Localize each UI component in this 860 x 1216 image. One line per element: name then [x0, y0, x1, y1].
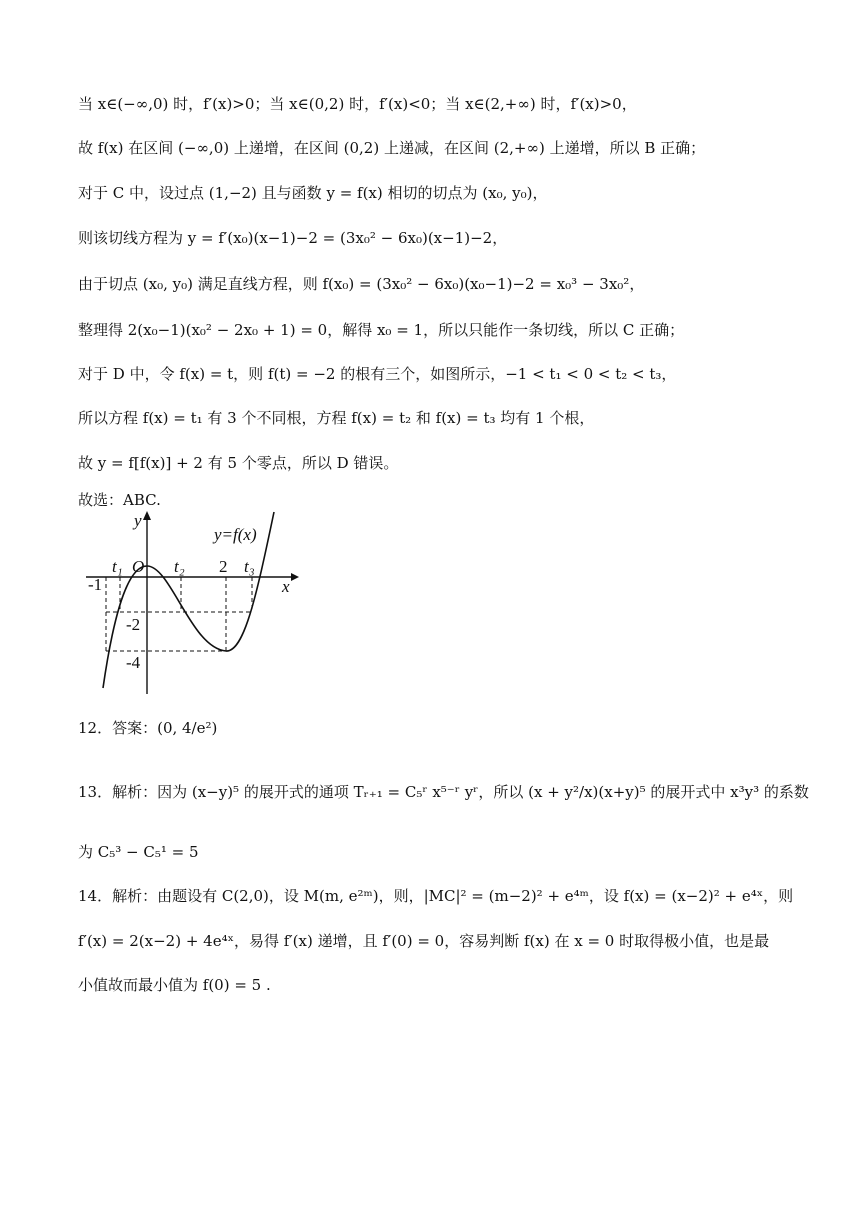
text-line-2: 故 f(x) 在区间 (−∞,0) 上递增，在区间 (0,2) 上递减，在区间 (2,+∞) 上递增，所以 B 正确；: [78, 139, 706, 157]
function-graph: [86, 508, 306, 696]
solution-13: 13．解析：因为 (x−y)⁵ 的展开式的通项 Tᵣ₊₁ = C₅ʳ x⁵⁻ʳ yʳ，所以 (x + y²/x)(x+y)⁵ 的展开式中 x³y³ 的系数: [78, 783, 809, 801]
text-line-6: 整理得 2(x₀−1)(x₀² − 2x₀ + 1) = 0，解得 x₀ = 1，所以只能作一条切线，所以 C 正确；: [78, 321, 685, 339]
origin-label: O: [132, 557, 145, 576]
curve-label: y=f(x): [214, 525, 257, 544]
y-axis-label: y: [134, 511, 142, 530]
text-line-5: 由于切点 (x₀, y₀) 满足直线方程，则 f(x₀) = (3x₀² − 6x₀)(x₀−1)−2 = x₀³ − 3x₀²，: [78, 275, 645, 293]
y-axis-arrow: [143, 511, 151, 520]
solution-13b: 为 C₅³ − C₅¹ = 5: [78, 843, 199, 861]
solution-14c: 小值故而最小值为 f(0) = 5 .: [78, 976, 271, 994]
label-t1: t₁: [112, 557, 123, 576]
text-line-7: 对于 D 中，令 f(x) = t，则 f(t) = −2 的根有三个，如图所示，−1 < t₁ < 0 < t₂ < t₃，: [78, 365, 677, 383]
solution-14b: f′(x) = 2(x−2) + 4e⁴ˣ，易得 f′(x) 递增，且 f′(0) = 0，容易判断 f(x) 在 x = 0 时取得极小值，也是最: [78, 932, 770, 950]
text-line-9: 故 y = f[f(x)] + 2 有 5 个零点，所以 D 错误。: [78, 454, 399, 472]
text-line-4: 则该切线方程为 y = f′(x₀)(x−1)−2 = (3x₀² − 6x₀)(x−1)−2，: [78, 229, 508, 247]
label-minus-1: -1: [88, 575, 103, 594]
label-minus-4: -4: [126, 653, 141, 672]
x-axis-label: x: [282, 577, 290, 596]
label-t2: t₂: [174, 557, 185, 576]
text-line-1: 当 x∈(−∞,0) 时，f′(x)>0；当 x∈(0,2) 时，f′(x)<0；当 x∈(2,+∞) 时，f′(x)>0，: [78, 95, 637, 113]
label-2: 2: [219, 557, 228, 576]
label-minus-2: -2: [126, 615, 141, 634]
text-line-3: 对于 C 中，设过点 (1,−2) 且与函数 y = f(x) 相切的切点为 (x₀, y₀)，: [78, 184, 548, 202]
answer-line: 故选：ABC.: [78, 491, 161, 509]
solution-14: 14．解析：由题设有 C(2,0)，设 M(m, e²ᵐ)，则，|MC|² = (m−2)² + e⁴ᵐ，设 f(x) = (x−2)² + e⁴ˣ，则: [78, 887, 794, 905]
text-line-8: 所以方程 f(x) = t₁ 有 3 个不同根，方程 f(x) = t₂ 和 f(x) = t₃ 均有 1 个根，: [78, 409, 595, 427]
label-t3: t₃: [244, 557, 255, 576]
answer-12: 12．答案：(0, 4/e²): [78, 719, 218, 737]
dashed-guides: [106, 577, 252, 651]
x-axis-arrow: [291, 573, 299, 581]
